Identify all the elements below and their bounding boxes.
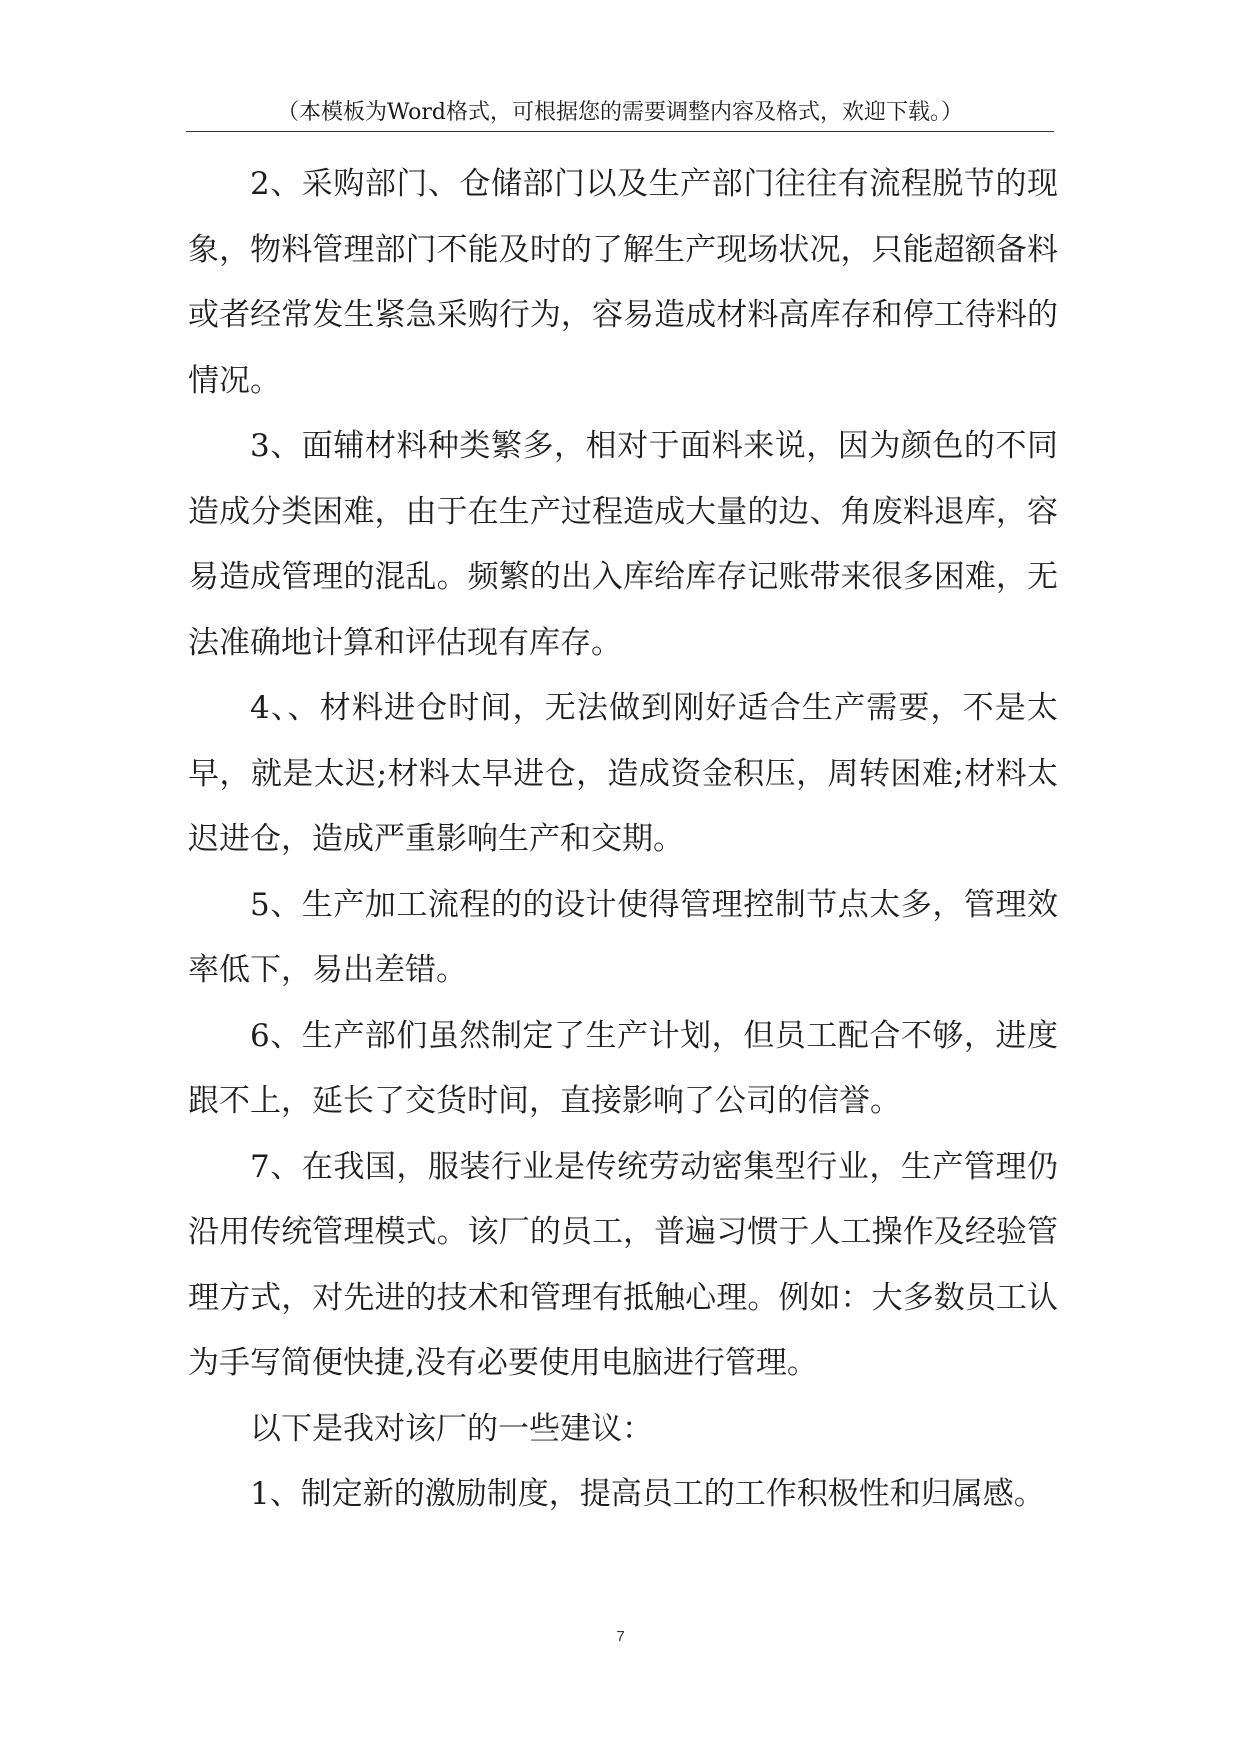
paragraph-5: 5、生产加工流程的的设计使得管理控制节点太多，管理效率低下，易出差错。 — [188, 886, 1058, 988]
paragraph-4: 4、、材料进仓时间，无法做到刚好适合生产需要，不是太早，就是太迟;材料太早进仓，造成资金积压，周转困难;材料太迟进仓，造成严重影响生产和交期。 — [188, 690, 1058, 857]
paragraph-7: 7、在我国，服装行业是传统劳动密集型行业，生产管理仍沿用传统管理模式。该厂的员工，普遍习惯于人工操作及经验管理方式，对先进的技术和管理有抵触心理。例如：大多数员工认为手写简便快捷,没有必要使用电脑进行管理。 — [188, 1148, 1058, 1381]
page-number: 7 — [616, 1628, 625, 1645]
suggestion-1: 1、制定新的激励制度，提高员工的工作积极性和归属感。 — [250, 1476, 1045, 1512]
paragraph-6: 6、生产部们虽然制定了生产计划，但员工配合不够，进度跟不上，延长了交货时间，直接影响了公司的信誉。 — [188, 1017, 1058, 1119]
suggestions-intro: 以下是我对该厂的一些建议： — [250, 1410, 653, 1447]
paragraph-2: 2、采购部门、仓储部门以及生产部门往往有流程脱节的现象，物料管理部门不能及时的了解生产现场状况，只能超额备料或者经常发生紧急采购行为，容易造成材料高库存和停工待料的情况。 — [188, 166, 1058, 399]
header-divider — [186, 131, 1054, 132]
paragraph-3: 3、面辅材料种类繁多，相对于面料来说，因为颜色的不同造成分类困难，由于在生产过程造成大量的边、角废料退库，容易造成管理的混乱。频繁的出入库给库存记账带来很多困难，无法准确地计算和评估现有库存。 — [188, 428, 1058, 661]
document-body — [188, 152, 1058, 1528]
header-note: （本模板为Word格式，可根据您的需要调整内容及格式，欢迎下载。） — [277, 100, 963, 125]
